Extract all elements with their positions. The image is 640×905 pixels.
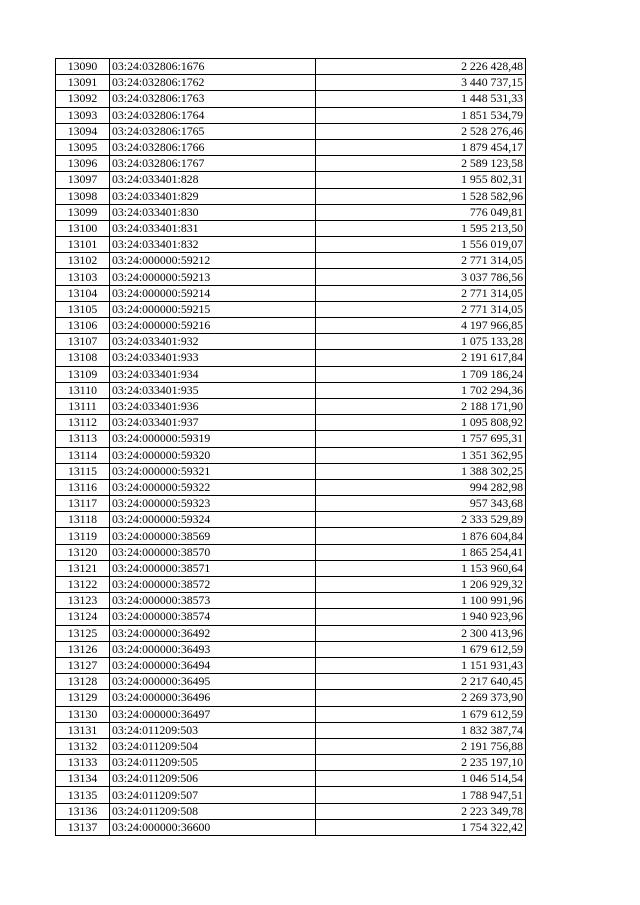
table-row <box>56 738 526 754</box>
cadastral-number-cell: 03:24:000000:36493 <box>110 641 316 657</box>
row-number-cell: 13102 <box>56 253 110 269</box>
cadastral-number-cell: 03:24:000000:36492 <box>110 625 316 641</box>
table-row <box>56 398 526 414</box>
table-row <box>56 609 526 625</box>
row-number-cell: 13136 <box>56 803 110 819</box>
value-cell: 2 191 617,84 <box>316 350 526 366</box>
table-row <box>56 269 526 285</box>
table-row <box>56 787 526 803</box>
cadastral-number-cell: 03:24:000000:59321 <box>110 463 316 479</box>
value-cell: 2 771 314,05 <box>316 285 526 301</box>
value-cell: 2 217 640,45 <box>316 674 526 690</box>
value-cell: 1 757 695,31 <box>316 431 526 447</box>
value-cell: 1 702 294,36 <box>316 382 526 398</box>
table-row <box>56 75 526 91</box>
cadastral-number-cell: 03:24:000000:38574 <box>110 609 316 625</box>
row-number-cell: 13130 <box>56 706 110 722</box>
row-number-cell: 13106 <box>56 318 110 334</box>
table-row <box>56 415 526 431</box>
table-row <box>56 382 526 398</box>
table-row <box>56 463 526 479</box>
value-cell: 1 876 604,84 <box>316 528 526 544</box>
cadastral-number-cell: 03:24:000000:38572 <box>110 577 316 593</box>
row-number-cell: 13099 <box>56 204 110 220</box>
value-cell: 2 300 413,96 <box>316 625 526 641</box>
value-cell: 2 771 314,05 <box>316 253 526 269</box>
row-number-cell: 13118 <box>56 512 110 528</box>
table-row <box>56 577 526 593</box>
cadastral-number-cell: 03:24:000000:59212 <box>110 253 316 269</box>
row-number-cell: 13131 <box>56 722 110 738</box>
row-number-cell: 13107 <box>56 334 110 350</box>
row-number-cell: 13109 <box>56 366 110 382</box>
table-row <box>56 237 526 253</box>
value-cell: 1 679 612,59 <box>316 641 526 657</box>
row-number-cell: 13119 <box>56 528 110 544</box>
row-number-cell: 13122 <box>56 577 110 593</box>
value-cell: 1 046 514,54 <box>316 771 526 787</box>
value-cell: 1 940 923,96 <box>316 609 526 625</box>
table-row <box>56 91 526 107</box>
table-row <box>56 220 526 236</box>
cadastral-number-cell: 03:24:033401:936 <box>110 398 316 414</box>
value-cell: 1 851 534,79 <box>316 107 526 123</box>
table-row <box>56 204 526 220</box>
cadastral-number-cell: 03:24:000000:59319 <box>110 431 316 447</box>
table-row <box>56 350 526 366</box>
row-number-cell: 13097 <box>56 172 110 188</box>
value-cell: 1 788 947,51 <box>316 787 526 803</box>
row-number-cell: 13104 <box>56 285 110 301</box>
row-number-cell: 13121 <box>56 560 110 576</box>
cadastral-number-cell: 03:24:000000:36600 <box>110 819 316 835</box>
cadastral-number-cell: 03:24:032806:1767 <box>110 156 316 172</box>
cadastral-number-cell: 03:24:011209:504 <box>110 738 316 754</box>
row-number-cell: 13126 <box>56 641 110 657</box>
value-cell: 2 589 123,58 <box>316 156 526 172</box>
table-row <box>56 771 526 787</box>
cadastral-number-cell: 03:24:000000:59320 <box>110 447 316 463</box>
value-cell: 4 197 966,85 <box>316 318 526 334</box>
value-cell: 1 100 991,96 <box>316 593 526 609</box>
cadastral-number-cell: 03:24:000000:38571 <box>110 560 316 576</box>
table-row <box>56 706 526 722</box>
row-number-cell: 13137 <box>56 819 110 835</box>
table-row <box>56 431 526 447</box>
cadastral-number-cell: 03:24:000000:59322 <box>110 479 316 495</box>
row-number-cell: 13100 <box>56 220 110 236</box>
cadastral-number-cell: 03:24:033401:829 <box>110 188 316 204</box>
value-cell: 1 153 960,64 <box>316 560 526 576</box>
value-cell: 1 879 454,17 <box>316 139 526 155</box>
cadastral-number-cell: 03:24:000000:59324 <box>110 512 316 528</box>
row-number-cell: 13111 <box>56 398 110 414</box>
value-cell: 1 528 582,96 <box>316 188 526 204</box>
cadastral-number-cell: 03:24:000000:38573 <box>110 593 316 609</box>
cadastral-number-cell: 03:24:033401:933 <box>110 350 316 366</box>
value-cell: 1 151 931,43 <box>316 657 526 673</box>
row-number-cell: 13110 <box>56 382 110 398</box>
cadastral-number-cell: 03:24:011209:503 <box>110 722 316 738</box>
table-row <box>56 560 526 576</box>
cadastral-number-cell: 03:24:011209:508 <box>110 803 316 819</box>
row-number-cell: 13095 <box>56 139 110 155</box>
value-cell: 2 223 349,78 <box>316 803 526 819</box>
cadastral-number-cell: 03:24:033401:937 <box>110 415 316 431</box>
cadastral-number-cell: 03:24:033401:831 <box>110 220 316 236</box>
value-cell: 1 206 929,32 <box>316 577 526 593</box>
row-number-cell: 13098 <box>56 188 110 204</box>
row-number-cell: 13101 <box>56 237 110 253</box>
value-cell: 1 351 362,95 <box>316 447 526 463</box>
cadastral-number-cell: 03:24:000000:38569 <box>110 528 316 544</box>
value-cell: 1 832 387,74 <box>316 722 526 738</box>
cadastral-number-cell: 03:24:000000:36496 <box>110 690 316 706</box>
table-body <box>56 59 526 836</box>
table-row <box>56 188 526 204</box>
table-row <box>56 722 526 738</box>
value-cell: 1 075 133,28 <box>316 334 526 350</box>
cadastral-number-cell: 03:24:000000:59216 <box>110 318 316 334</box>
value-cell: 2 771 314,05 <box>316 301 526 317</box>
table-row <box>56 447 526 463</box>
table-row <box>56 496 526 512</box>
table-row <box>56 625 526 641</box>
value-cell: 1 095 808,92 <box>316 415 526 431</box>
cadastral-number-cell: 03:24:032806:1764 <box>110 107 316 123</box>
row-number-cell: 13114 <box>56 447 110 463</box>
cadastral-number-cell: 03:24:033401:935 <box>110 382 316 398</box>
cadastral-number-cell: 03:24:033401:932 <box>110 334 316 350</box>
row-number-cell: 13120 <box>56 544 110 560</box>
row-number-cell: 13124 <box>56 609 110 625</box>
cadastral-number-cell: 03:24:011209:507 <box>110 787 316 803</box>
cadastral-value-table <box>55 58 526 836</box>
value-cell: 957 343,68 <box>316 496 526 512</box>
table-row <box>56 819 526 835</box>
table-row <box>56 755 526 771</box>
row-number-cell: 13115 <box>56 463 110 479</box>
row-number-cell: 13108 <box>56 350 110 366</box>
row-number-cell: 13105 <box>56 301 110 317</box>
cadastral-number-cell: 03:24:032806:1766 <box>110 139 316 155</box>
value-cell: 1 556 019,07 <box>316 237 526 253</box>
cadastral-number-cell: 03:24:000000:59214 <box>110 285 316 301</box>
table-row <box>56 139 526 155</box>
value-cell: 2 333 529,89 <box>316 512 526 528</box>
table-row <box>56 59 526 75</box>
value-cell: 3 037 786,56 <box>316 269 526 285</box>
row-number-cell: 13113 <box>56 431 110 447</box>
value-cell: 2 528 276,46 <box>316 123 526 139</box>
table-row <box>56 512 526 528</box>
value-cell: 2 188 171,90 <box>316 398 526 414</box>
row-number-cell: 13133 <box>56 755 110 771</box>
value-cell: 994 282,98 <box>316 479 526 495</box>
value-cell: 1 754 322,42 <box>316 819 526 835</box>
cadastral-number-cell: 03:24:000000:36495 <box>110 674 316 690</box>
cadastral-number-cell: 03:24:032806:1765 <box>110 123 316 139</box>
row-number-cell: 13117 <box>56 496 110 512</box>
table-row <box>56 285 526 301</box>
row-number-cell: 13116 <box>56 479 110 495</box>
table-row <box>56 334 526 350</box>
row-number-cell: 13094 <box>56 123 110 139</box>
value-cell: 1 679 612,59 <box>316 706 526 722</box>
table-row <box>56 657 526 673</box>
cadastral-number-cell: 03:24:000000:36494 <box>110 657 316 673</box>
row-number-cell: 13129 <box>56 690 110 706</box>
value-cell: 1 865 254,41 <box>316 544 526 560</box>
row-number-cell: 13090 <box>56 59 110 75</box>
cadastral-number-cell: 03:24:033401:828 <box>110 172 316 188</box>
table-row <box>56 641 526 657</box>
cadastral-number-cell: 03:24:011209:505 <box>110 755 316 771</box>
table-row <box>56 528 526 544</box>
table-row <box>56 318 526 334</box>
value-cell: 2 191 756,88 <box>316 738 526 754</box>
table-row <box>56 593 526 609</box>
cadastral-number-cell: 03:24:000000:59213 <box>110 269 316 285</box>
row-number-cell: 13112 <box>56 415 110 431</box>
value-cell: 1 388 302,25 <box>316 463 526 479</box>
table-row <box>56 803 526 819</box>
table-row <box>56 674 526 690</box>
value-cell: 3 440 737,15 <box>316 75 526 91</box>
value-cell: 1 955 802,31 <box>316 172 526 188</box>
row-number-cell: 13135 <box>56 787 110 803</box>
row-number-cell: 13123 <box>56 593 110 609</box>
table-row <box>56 479 526 495</box>
cadastral-number-cell: 03:24:000000:59215 <box>110 301 316 317</box>
table-row <box>56 253 526 269</box>
cadastral-number-cell: 03:24:033401:830 <box>110 204 316 220</box>
row-number-cell: 13091 <box>56 75 110 91</box>
row-number-cell: 13093 <box>56 107 110 123</box>
cadastral-number-cell: 03:24:033401:832 <box>110 237 316 253</box>
row-number-cell: 13096 <box>56 156 110 172</box>
cadastral-number-cell: 03:24:000000:59323 <box>110 496 316 512</box>
row-number-cell: 13127 <box>56 657 110 673</box>
row-number-cell: 13132 <box>56 738 110 754</box>
value-cell: 1 709 186,24 <box>316 366 526 382</box>
table-row <box>56 107 526 123</box>
table-row <box>56 544 526 560</box>
cadastral-number-cell: 03:24:032806:1762 <box>110 75 316 91</box>
value-cell: 2 226 428,48 <box>316 59 526 75</box>
cadastral-number-cell: 03:24:032806:1676 <box>110 59 316 75</box>
table-row <box>56 366 526 382</box>
value-cell: 1 595 213,50 <box>316 220 526 236</box>
row-number-cell: 13134 <box>56 771 110 787</box>
table-row <box>56 123 526 139</box>
row-number-cell: 13128 <box>56 674 110 690</box>
value-cell: 1 448 531,33 <box>316 91 526 107</box>
cadastral-number-cell: 03:24:000000:38570 <box>110 544 316 560</box>
table-row <box>56 301 526 317</box>
cadastral-number-cell: 03:24:000000:36497 <box>110 706 316 722</box>
value-cell: 2 235 197,10 <box>316 755 526 771</box>
row-number-cell: 13092 <box>56 91 110 107</box>
table-row <box>56 690 526 706</box>
table-row <box>56 172 526 188</box>
cadastral-number-cell: 03:24:032806:1763 <box>110 91 316 107</box>
row-number-cell: 13125 <box>56 625 110 641</box>
value-cell: 2 269 373,90 <box>316 690 526 706</box>
row-number-cell: 13103 <box>56 269 110 285</box>
cadastral-number-cell: 03:24:011209:506 <box>110 771 316 787</box>
table-row <box>56 156 526 172</box>
value-cell: 776 049,81 <box>316 204 526 220</box>
cadastral-number-cell: 03:24:033401:934 <box>110 366 316 382</box>
